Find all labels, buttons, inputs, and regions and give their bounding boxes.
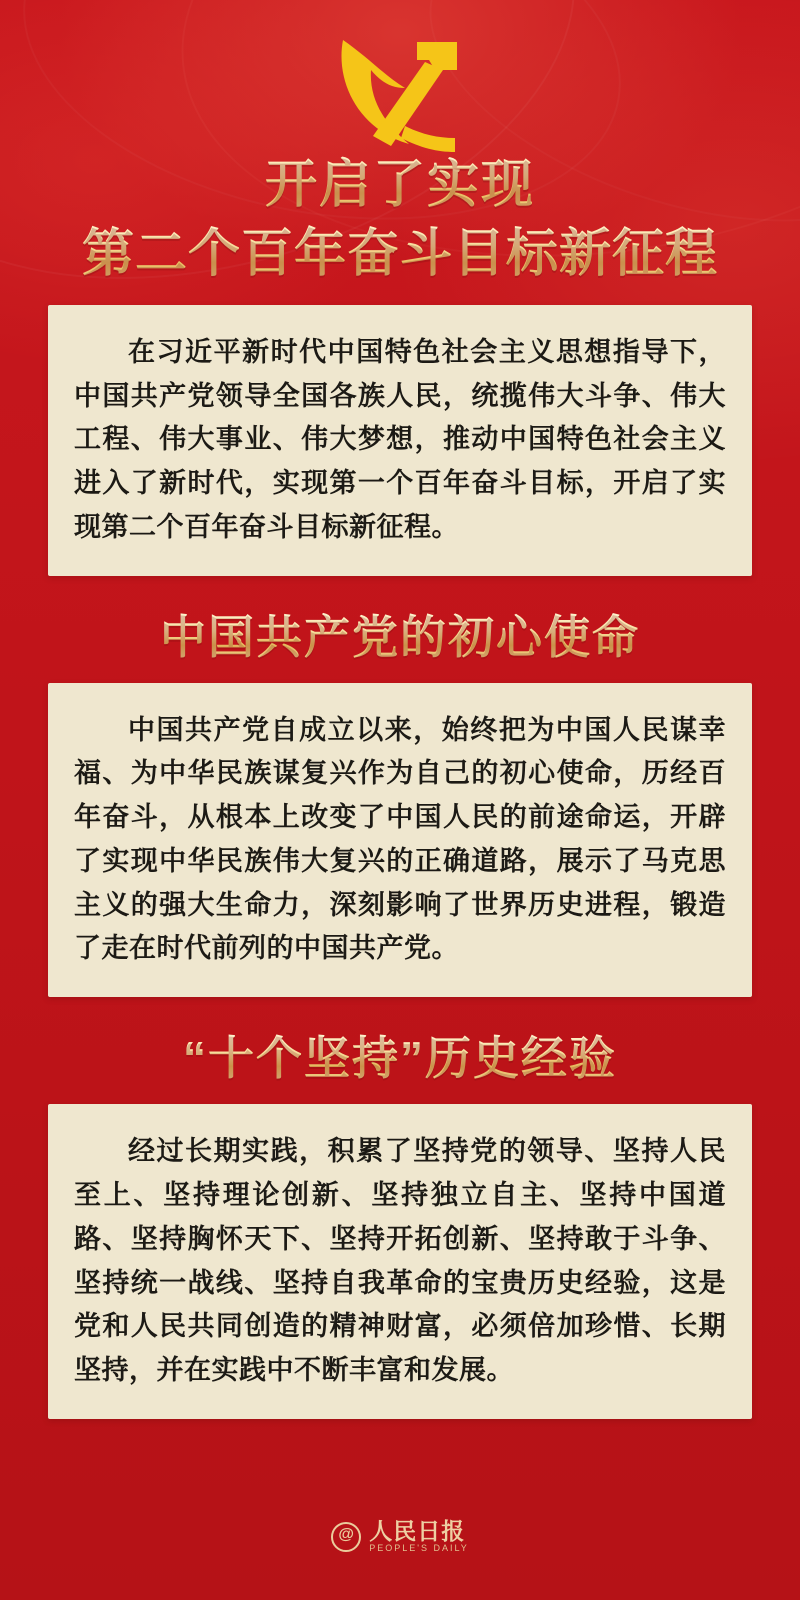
page-title [0, 154, 800, 287]
content-card-2 [48, 683, 752, 997]
content-paragraph-2: 中国共产党自成立以来，始终把为中国人民谋幸福、为中华民族谋复兴作为自己的初心使命，历经百年奋斗，从根本上改变了中国人民的前途命运，开辟了实现中华民族伟大复兴的正确道路，展示了马克思主义的强大生命力，深刻影响了世界历史进程，锻造了走在时代前列的中国共产党。 [74, 714, 726, 964]
logo-text-group [369, 1519, 469, 1554]
peoples-daily-logo [331, 1519, 469, 1554]
cpc-hammer-sickle-emblem-icon [325, 26, 475, 158]
brand-name-en: PEOPLE'S DAILY [369, 1543, 469, 1554]
at-sign-icon: @ [331, 1522, 361, 1552]
footer [0, 1519, 800, 1554]
content-card-3 [48, 1104, 752, 1418]
brand-name-cn: 人民日报 [369, 1518, 466, 1545]
content-paragraph-3: 经过长期实践，积累了坚持党的领导、坚持人民至上、坚持理论创新、坚持独立自主、坚持中国道路、坚持胸怀天下、坚持开拓创新、坚持敢于斗争、坚持统一战线、坚持自我革命的宝贵历史经验，这是党和人民共同创造的精神财富，必须倍加珍惜、长期坚持，并在实践中不断丰富和发展。 [74, 1136, 726, 1385]
title-line-1: 开启了实现 [20, 154, 780, 217]
content-paragraph-1: 在习近平新时代中国特色社会主义思想指导下，中国共产党领导全国各族人民，统揽伟大斗争、伟大工程、伟大事业、伟大梦想，推动中国特色社会主义进入了新时代，实现第一个百年奋斗目标，开启了实现第二个百年奋斗目标新征程。 [74, 336, 726, 542]
section-heading-2: 中国共产党的初心使命 [0, 610, 800, 665]
emblem-container [0, 0, 800, 150]
content-card-1 [48, 305, 752, 576]
section-heading-3: “十个坚持”历史经验 [0, 1031, 800, 1086]
title-line-2: 第二个百年奋斗目标新征程 [20, 223, 780, 286]
